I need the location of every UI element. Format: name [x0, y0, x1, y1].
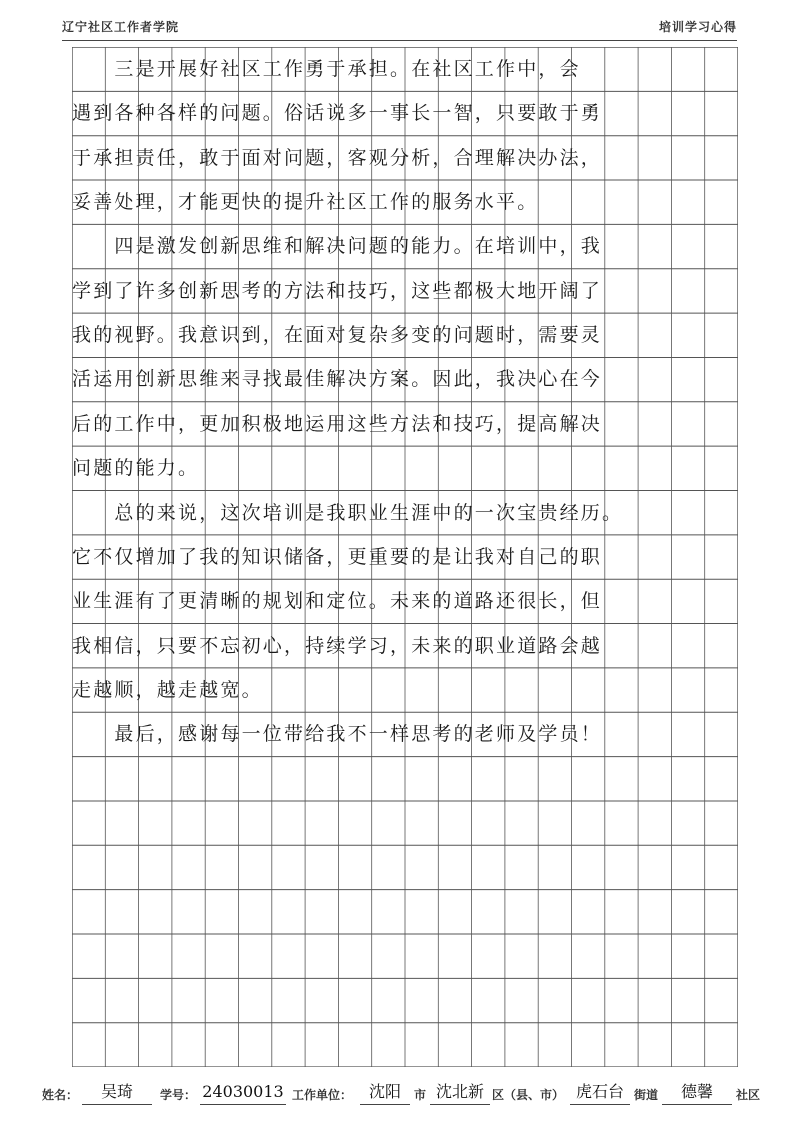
id-label: 学号：: [160, 1088, 197, 1102]
text-line: 三是开展好社区工作勇于承担。在社区工作中，会: [72, 58, 581, 80]
street-suffix: 街道: [634, 1088, 659, 1102]
text-line: 我的视野。我意识到，在面对复杂多变的问题时，需要灵: [72, 324, 603, 347]
unit-label: 工作单位：: [292, 1088, 353, 1102]
institution-name: 辽宁社区工作者学院: [62, 20, 180, 34]
text-line: 四是激发创新思维和解决问题的能力。在培训中，我: [72, 235, 603, 258]
document-type: 培训学习心得: [658, 20, 737, 34]
text-line: [72, 978, 738, 1022]
text-line: [72, 801, 738, 845]
text-line: 妥善处理，才能更快的提升社区工作的服务水平。: [72, 191, 539, 214]
city-value: 沈阳: [360, 1080, 410, 1105]
text-line: 业生涯有了更清晰的规划和定位。未来的道路还很长，但: [72, 590, 603, 613]
writing-grid: [72, 47, 738, 1067]
text-line: 走越顺，越走越宽。: [72, 678, 263, 701]
text-line: 遇到各种各样的问题。俗话说多一事长一智，只要敢于勇: [72, 102, 603, 125]
district-value: 沈北新: [430, 1080, 490, 1105]
text-line: 它不仅增加了我的知识储备，更重要的是让我对自己的职: [72, 545, 603, 568]
text-line: 后的工作中，更加积极地运用这些方法和技巧，提高解决: [72, 412, 603, 435]
community-suffix: 社区: [736, 1088, 761, 1102]
name-label: 姓名：: [42, 1088, 79, 1102]
city-suffix: 市: [414, 1088, 427, 1102]
street-value: 虎石台: [570, 1080, 630, 1105]
text-line: [72, 1023, 738, 1067]
name-value: 吴琦: [82, 1080, 152, 1105]
header-rule: [62, 40, 737, 41]
text-line: 学到了许多创新思考的方法和技巧，这些都极大地开阔了: [72, 279, 603, 302]
text-line: 最后，感谢每一位带给我不一样思考的老师及学员！: [72, 723, 603, 746]
text-line: [72, 934, 738, 978]
id-value: 24030013: [200, 1080, 286, 1105]
text-line: 问题的能力。: [72, 457, 200, 480]
text-line: 于承担责任，敢于面对问题，客观分析，合理解决办法，: [72, 146, 603, 169]
text-line: 活运用创新思维来寻找最佳解决方案。因此，我决心在今: [72, 368, 603, 391]
district-suffix: 区（县、市）: [492, 1088, 565, 1102]
text-line: [72, 757, 738, 801]
footer: [30, 1080, 769, 1108]
community-value: 德馨: [662, 1080, 732, 1105]
text-line: [72, 890, 738, 934]
text-line: 总的来说，这次培训是我职业生涯中的一次宝贵经历。: [72, 501, 624, 524]
text-line: [72, 845, 738, 889]
text-line: 我相信，只要不忘初心，持续学习，未来的职业道路会越: [72, 634, 603, 657]
